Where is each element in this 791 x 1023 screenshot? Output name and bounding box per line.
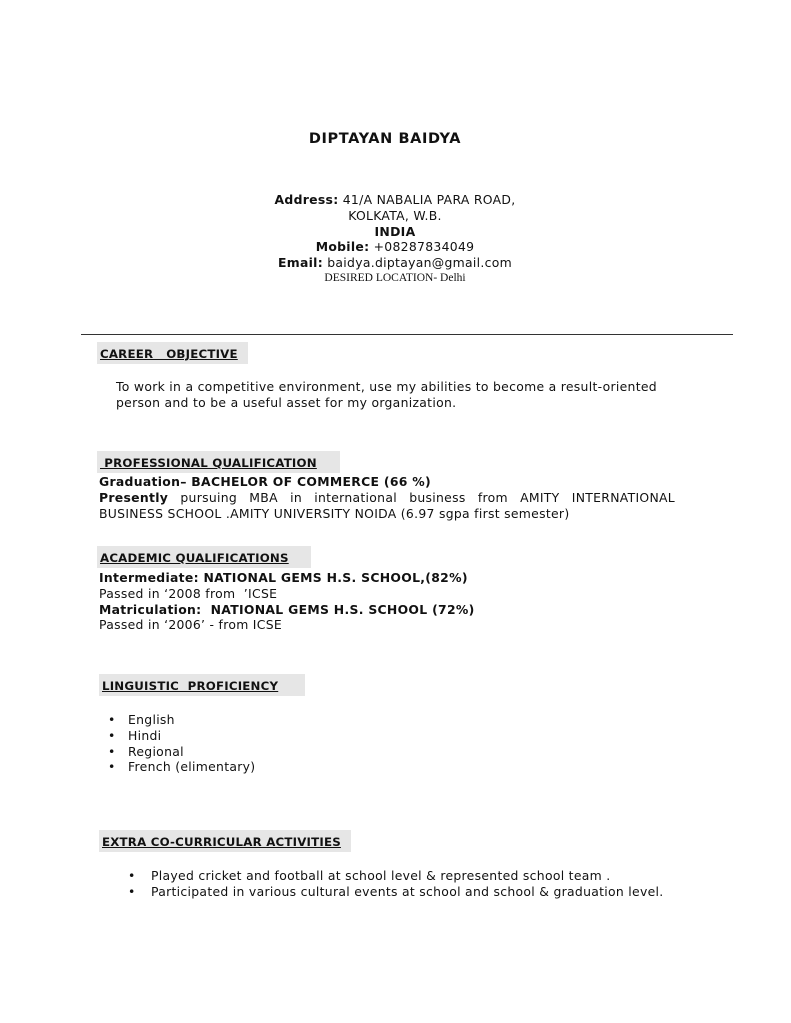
email-label: Email: <box>278 255 323 271</box>
career-objective-line-2: person and to be a useful asset for my organization. <box>116 394 457 410</box>
graduation-text: Graduation– BACHELOR OF COMMERCE (66 %) <box>99 474 431 489</box>
language-french: French (elimentary) <box>128 759 256 775</box>
language-list <box>108 712 428 775</box>
extra-curricular-heading <box>99 830 351 852</box>
language-hindi: Hindi <box>128 727 162 743</box>
bullet-icon: • <box>128 868 136 883</box>
contact-details <box>0 192 790 287</box>
mobile-line <box>0 239 790 255</box>
language-item <box>108 727 428 744</box>
intermediate-passed: Passed in ‘2008 from ’ICSE <box>99 585 278 601</box>
email-line <box>0 255 790 271</box>
email-value: baidya.diptayan@gmail.com <box>327 255 512 271</box>
presently-line-1 <box>99 490 675 506</box>
presently-line-2: BUSINESS SCHOOL .AMITY UNIVERSITY NOIDA (6.97 sgpa first semester) <box>99 505 570 521</box>
activities-list <box>128 868 711 900</box>
extra-curricular-heading-text: EXTRA CO-CURRICULAR ACTIVITIES <box>102 835 341 849</box>
career-objective-heading <box>97 342 248 364</box>
matriculation-text: Matriculation: NATIONAL GEMS H.S. SCHOOL (72%) <box>99 601 475 617</box>
address-line-3 <box>0 224 790 240</box>
bullet-icon: • <box>108 712 116 727</box>
language-item <box>108 743 428 760</box>
activity-item <box>128 868 711 884</box>
candidate-name: DIPTAYAN BAIDYA <box>308 131 462 147</box>
presently-label: Presently <box>99 489 169 505</box>
academic-qualifications-text <box>99 570 675 633</box>
academic-qualifications-heading <box>97 546 311 568</box>
matriculation-line <box>99 602 675 618</box>
activity-cultural: Participated in various cultural events at school and school & graduation level. <box>151 883 664 899</box>
career-objective-heading-text: CAREER OBJECTIVE <box>100 347 238 361</box>
linguistic-proficiency-heading-text: LINGUISTIC PROFICIENCY <box>102 679 279 693</box>
professional-qualification-heading-text: PROFESSIONAL QUALIFICATION <box>100 456 317 470</box>
language-item <box>108 759 428 775</box>
activity-item <box>128 883 711 900</box>
professional-qualification-heading <box>97 451 340 473</box>
intermediate-text: Intermediate: NATIONAL GEMS H.S. SCHOOL,(82%) <box>99 570 468 585</box>
address-label: Address: <box>274 192 339 207</box>
activity-sports: Played cricket and football at school level & represented school team . <box>151 868 611 883</box>
mobile-label: Mobile: <box>315 239 370 255</box>
academic-qualifications-heading-text: ACADEMIC QUALIFICATIONS <box>100 551 289 565</box>
bullet-icon: • <box>108 727 116 743</box>
professional-qualification-text <box>99 474 675 521</box>
address-line-1 <box>0 192 790 208</box>
mobile-value: +08287834049 <box>373 239 475 255</box>
linguistic-proficiency-heading <box>99 674 305 696</box>
presently-text: pursuing MBA in international business from AMITY INTERNATIONAL <box>180 489 675 505</box>
language-regional: Regional <box>128 743 184 759</box>
bullet-icon: • <box>128 883 136 899</box>
language-item <box>108 712 428 728</box>
desired-location: DESIRED LOCATION- Delhi <box>324 271 466 284</box>
address-line-2: KOLKATA, W.B. <box>348 207 442 223</box>
intermediate-line <box>99 570 675 586</box>
header-divider <box>81 334 733 335</box>
bullet-icon: • <box>108 743 116 759</box>
address-value-1: 41/A NABALIA PARA ROAD, <box>342 192 516 207</box>
bullet-icon: • <box>108 759 116 775</box>
language-english: English <box>128 712 175 727</box>
career-objective-line-1: To work in a competitive environment, use my abilities to become a result-oriented <box>116 379 657 394</box>
matriculation-passed: Passed in ‘2006’ - from ICSE <box>99 617 283 633</box>
country: INDIA <box>374 223 416 239</box>
career-objective-text <box>116 379 676 411</box>
graduation-line <box>99 474 675 490</box>
